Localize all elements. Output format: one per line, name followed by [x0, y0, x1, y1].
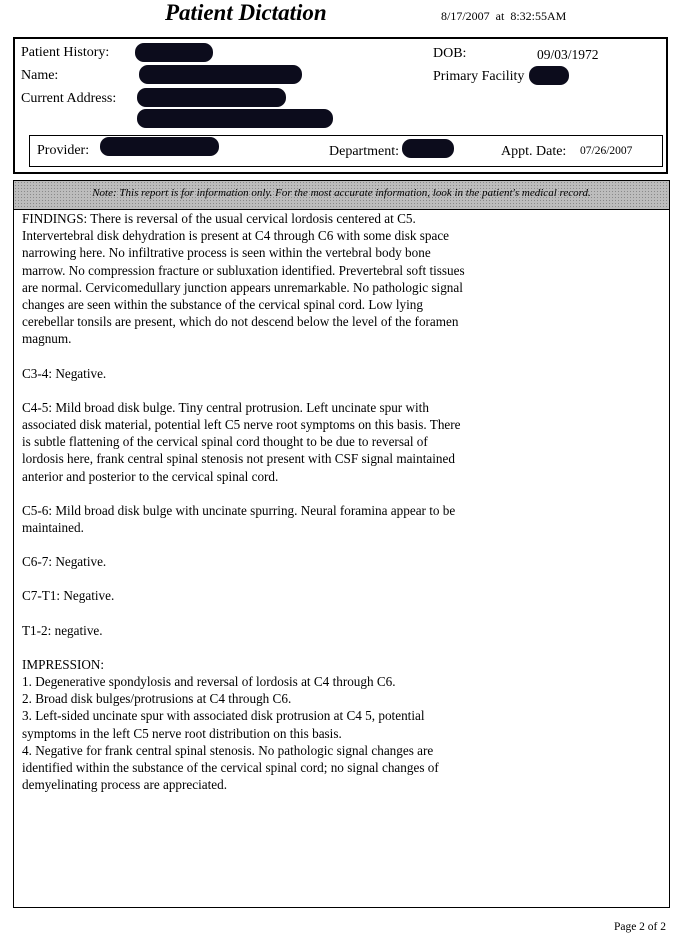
- print-time-sep: at: [495, 9, 505, 23]
- redaction-patient-history: [135, 43, 213, 62]
- c6-7-paragraph: C6-7: Negative.: [22, 554, 107, 570]
- department-label: Department:: [329, 144, 399, 159]
- redaction-provider: [100, 137, 219, 156]
- redaction-department: [402, 139, 454, 158]
- impression-item: 4. Negative for frank central spinal stenosis. No pathologic signal changes are identified within the substance of the cervical spinal cord; no signal changes of demyelinating process are appreciated.: [22, 742, 439, 793]
- report-body: [22, 210, 467, 793]
- name-label: Name:: [21, 68, 59, 83]
- impression-item: 2. Broad disk bulges/protrusions at C4 through C6.: [22, 691, 292, 707]
- print-date: 8/17/2007: [441, 9, 490, 23]
- print-time: 8:32:55AM: [510, 9, 567, 23]
- disclaimer-bar: [13, 180, 670, 210]
- redaction-facility: [529, 66, 569, 85]
- c5-6-paragraph: C5-6: Mild broad disk bulge with uncinate spurring. Neural foramina appear to be maintained.: [22, 502, 456, 536]
- patient-history-label: Patient History:: [21, 45, 110, 60]
- impression-item: 3. Left-sided uncinate spur with associated disk protrusion at C4 5, potential symptoms in the left C5 nerve root distribution on this basis.: [22, 708, 425, 741]
- impression-heading: IMPRESSION:: [22, 656, 105, 672]
- provider-label: Provider:: [37, 143, 90, 158]
- c4-5-paragraph: C4-5: Mild broad disk bulge. Tiny central protrusion. Left uncinate spur with associated disk material, potential left C5 nerve root symptoms on this basis. There is subtle flattening of the cervical spinal cord thought to be due to reversal of lordosis here, frank central spinal stenosis not present with CSF signal maintained anterior and posterior to the cervical spinal cord.: [22, 399, 461, 484]
- appt-date-value: 07/26/2007: [580, 145, 633, 157]
- c7-t1-paragraph: C7-T1: Negative.: [22, 588, 115, 604]
- c3-4-paragraph: C3-4: Negative.: [22, 365, 107, 381]
- redaction-name: [139, 65, 302, 84]
- appt-date-label: Appt. Date:: [501, 144, 567, 159]
- print-timestamp: [441, 9, 566, 24]
- redaction-address-line-1: [137, 88, 286, 107]
- page-title: Patient Dictation: [165, 0, 327, 25]
- disclaimer-text: Note: This report is for information only. For the most accurate information, look in the patient's medical record.: [92, 187, 591, 199]
- dob-value: 09/03/1972: [537, 47, 599, 62]
- primary-facility-label: Primary Facility: [433, 69, 525, 84]
- redaction-address-line-2: [137, 109, 333, 128]
- current-address-label: Current Address:: [21, 91, 117, 106]
- impression-item: 1. Degenerative spondylosis and reversal of lordosis at C4 through C6.: [22, 674, 396, 690]
- page-number: Page 2 of 2: [613, 921, 666, 933]
- t1-2-paragraph: T1-2: negative.: [22, 622, 103, 638]
- findings-paragraph: FINDINGS: There is reversal of the usual cervical lordosis centered at C5. Intervertebral disk dehydration is present at C4 through C6 with some disk space narrowing here. No infiltrative process is seen within the vertebral body bone marrow. No compression fracture or subluxation identified. Prevertebral soft tissues are normal. Cervicomedullary junction appears unremarkable. No pathologic signal changes are seen within the substance of the cervical spinal cord. Low lying cerebellar tonsils are present, which do not descend below the level of the foramen magnum.: [22, 211, 465, 347]
- dob-label: DOB:: [433, 46, 467, 61]
